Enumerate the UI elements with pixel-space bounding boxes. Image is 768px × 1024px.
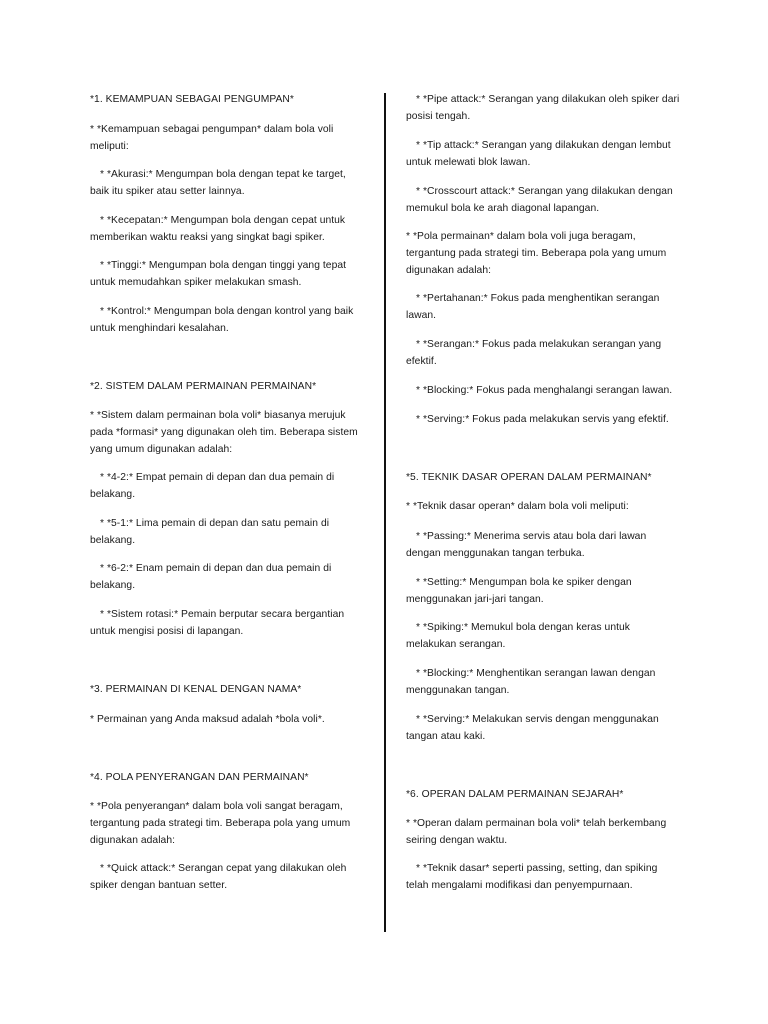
list-item: * *5-1:* Lima pemain di depan dan satu pemain di belakang. bbox=[90, 518, 330, 546]
list-item: * *Sistem rotasi:* Pemain berputar secara bergantian untuk mengisi posisi di lapangan. bbox=[90, 609, 345, 637]
list-item: * *Crosscourt attack:* Serangan yang dilakukan dengan memukul bola ke arah diagonal lapangan. bbox=[406, 186, 673, 214]
list-item: * *Teknik dasar* seperti passing, setting, dan spiking telah mengalami modifikasi dan penyempurnaan. bbox=[406, 863, 658, 891]
list-item: * *Serving:* Fokus pada melakukan servis yang efektif. bbox=[416, 414, 669, 425]
list-item: * *Quick attack:* Serangan cepat yang dilakukan oleh spiker dengan bantuan setter. bbox=[90, 863, 347, 891]
list-item: * *Tip attack:* Serangan yang dilakukan dengan lembut untuk melewati blok lawan. bbox=[406, 140, 671, 168]
section-heading: *5. TEKNIK DASAR OPERAN DALAM PERMAINAN* bbox=[406, 472, 652, 483]
list-item: * *Kontrol:* Mengumpan bola dengan kontrol yang baik untuk menghindari kesalahan. bbox=[90, 306, 354, 334]
paragraph: * *Kemampuan sebagai pengumpan* dalam bola voli meliputi: bbox=[90, 124, 334, 152]
paragraph: * *Teknik dasar operan* dalam bola voli meliputi: bbox=[406, 501, 629, 512]
list-item: * *Serangan:* Fokus pada melakukan serangan yang efektif. bbox=[406, 339, 662, 367]
list-item: * *Blocking:* Menghentikan serangan lawan dengan menggunakan tangan. bbox=[406, 668, 656, 696]
list-item: * *Spiking:* Memukul bola dengan keras untuk melakukan serangan. bbox=[406, 622, 630, 650]
list-item: * *6-2:* Enam pemain di depan dan dua pemain di belakang. bbox=[90, 563, 332, 591]
section-heading: *6. OPERAN DALAM PERMAINAN SEJARAH* bbox=[406, 789, 624, 800]
section-heading: *4. POLA PENYERANGAN DAN PERMAINAN* bbox=[90, 772, 309, 783]
list-item: * *Passing:* Menerima servis atau bola dari lawan dengan menggunakan tangan terbuka. bbox=[406, 531, 647, 559]
list-item: * *Kecepatan:* Mengumpan bola dengan cepat untuk memberikan waktu reaksi yang singkat bagi spiker. bbox=[90, 215, 346, 243]
section-heading: *2. SISTEM DALAM PERMAINAN PERMAINAN* bbox=[90, 381, 317, 392]
list-item: * *Tinggi:* Mengumpan bola dengan tinggi yang tepat untuk memudahkan spiker melakukan smash. bbox=[90, 260, 347, 288]
column-divider bbox=[384, 93, 386, 932]
paragraph: * Permainan yang Anda maksud adalah *bola voli*. bbox=[90, 714, 325, 725]
list-item: * *Setting:* Mengumpan bola ke spiker dengan menggunakan jari-jari tangan. bbox=[406, 577, 632, 605]
list-item: * *Pertahanan:* Fokus pada menghentikan serangan lawan. bbox=[406, 293, 660, 321]
list-item: * *4-2:* Empat pemain di depan dan dua pemain di belakang. bbox=[90, 472, 335, 500]
paragraph: * *Pola penyerangan* dalam bola voli sangat beragam, tergantung pada strategi tim. Beberapa pola yang umum digunakan adalah: bbox=[90, 801, 351, 846]
list-item: * *Serving:* Melakukan servis dengan menggunakan tangan atau kaki. bbox=[406, 714, 659, 742]
paragraph: * *Sistem dalam permainan bola voli* biasanya merujuk pada *formasi* yang digunakan oleh tim. Beberapa sistem yang umum digunakan adalah: bbox=[90, 410, 358, 455]
paragraph: * *Operan dalam permainan bola voli* telah berkembang seiring dengan waktu. bbox=[406, 818, 667, 846]
list-item: * *Blocking:* Fokus pada menghalangi serangan lawan. bbox=[416, 385, 673, 396]
section-heading: *3. PERMAINAN DI KENAL DENGAN NAMA* bbox=[90, 684, 302, 695]
section-heading: *1. KEMAMPUAN SEBAGAI PENGUMPAN* bbox=[90, 94, 294, 105]
list-item: * *Pipe attack:* Serangan yang dilakukan oleh spiker dari posisi tengah. bbox=[406, 94, 680, 122]
paragraph: * *Pola permainan* dalam bola voli juga beragam, tergantung pada strategi tim. Beberapa pola yang umum digunakan adalah: bbox=[406, 231, 667, 276]
list-item: * *Akurasi:* Mengumpan bola dengan tepat ke target, baik itu spiker atau setter lainnya. bbox=[90, 169, 346, 197]
